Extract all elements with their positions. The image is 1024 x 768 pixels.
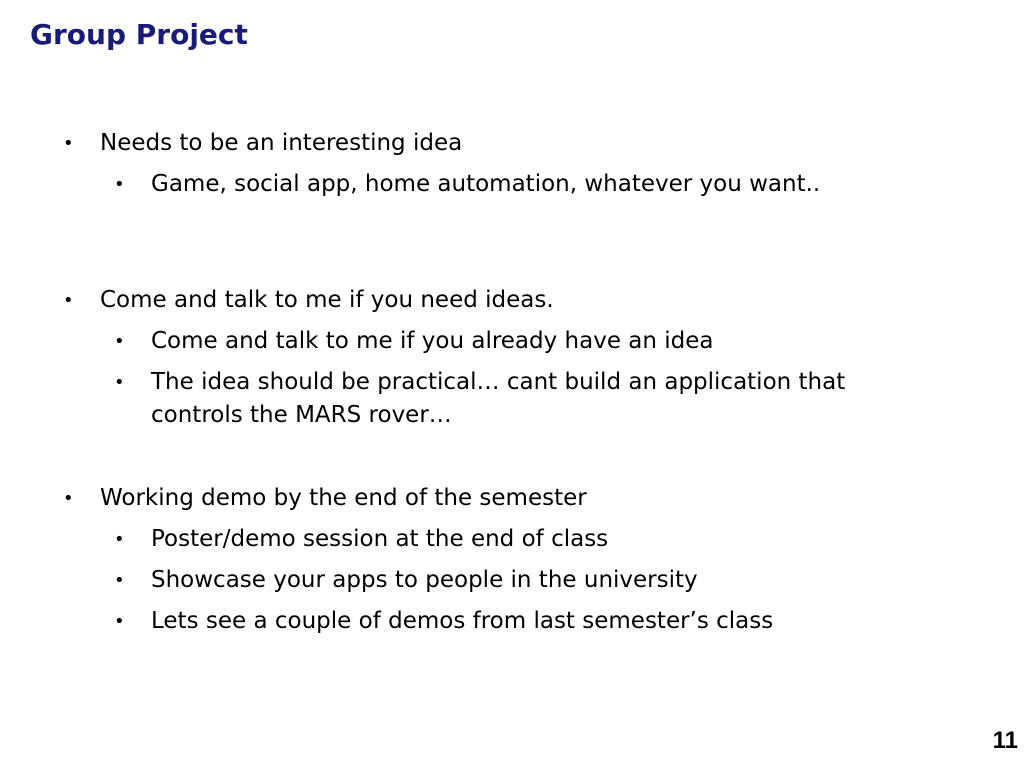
bullet-item xyxy=(63,284,900,317)
bullet-dot-icon: • xyxy=(114,611,125,632)
bullet-text: Working demo by the end of the semester xyxy=(100,485,587,511)
bullet-dot-icon: • xyxy=(114,331,125,352)
bullet-text: Lets see a couple of demos from last semester’s class xyxy=(151,608,774,634)
sub-bullet-item xyxy=(114,605,871,638)
bullet-text: Poster/demo session at the end of class xyxy=(151,526,609,552)
bullet-text: The idea should be practical… cant build an application that controls the MARS rover… xyxy=(151,369,846,428)
sub-bullet-item xyxy=(114,325,871,358)
bullet-text: Game, social app, home automation, whatever you want.. xyxy=(151,171,821,197)
sub-bullet-item xyxy=(114,564,871,597)
bullet-dot-icon: • xyxy=(63,133,74,154)
sub-bullet-item xyxy=(114,366,871,432)
bullet-item xyxy=(63,482,900,515)
bullet-dot-icon: • xyxy=(114,174,125,195)
bullet-dot-icon: • xyxy=(63,488,74,509)
bullet-text: Needs to be an interesting idea xyxy=(100,130,463,156)
bullet-text: Showcase your apps to people in the university xyxy=(151,567,698,593)
sub-bullet-item xyxy=(114,523,871,556)
page-number: 11 xyxy=(992,727,1018,754)
bullet-item xyxy=(63,127,900,160)
bullet-dot-icon: • xyxy=(114,529,125,550)
slide-title: Group Project xyxy=(30,18,248,51)
bullet-dot-icon: • xyxy=(63,290,74,311)
sub-bullet-item xyxy=(114,168,871,201)
bullet-dot-icon: • xyxy=(114,570,125,591)
bullet-text: Come and talk to me if you need ideas. xyxy=(100,287,554,313)
bullet-dot-icon: • xyxy=(114,372,125,393)
bullet-text: Come and talk to me if you already have an idea xyxy=(151,328,714,354)
